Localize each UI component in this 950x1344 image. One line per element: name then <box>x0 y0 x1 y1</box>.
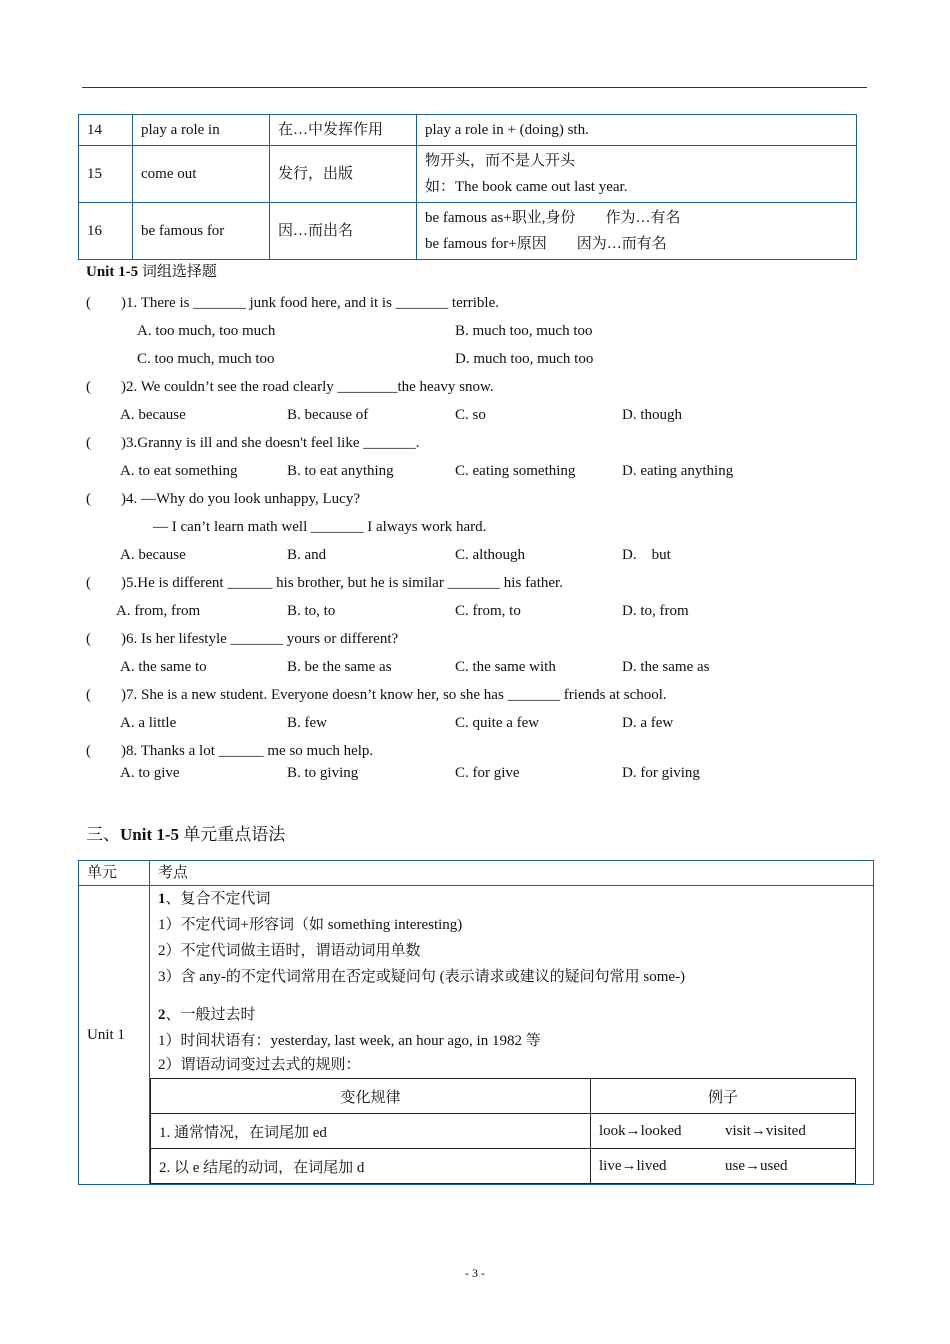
option-d: D. though <box>622 407 682 423</box>
question-stem-line2: — I can’t learn math well _______ I always work hard. <box>153 519 487 535</box>
option-a: A. because <box>120 547 186 563</box>
option-c: C. although <box>455 547 525 563</box>
col-header-rule: 变化规律 <box>151 1079 591 1114</box>
option-d: D. much too, much too <box>455 351 594 367</box>
question-stem: ( )8. Thanks a lot ______ me so much help. <box>86 743 374 759</box>
option-b: B. and <box>287 547 327 563</box>
option-c: C. eating something <box>455 463 576 479</box>
option-d: D. the same as <box>622 659 710 675</box>
table-row <box>79 115 857 146</box>
grammar-section-title: 三、Unit 1-5 单元重点语法 <box>86 825 286 844</box>
page-number: - 3 - <box>465 1266 485 1280</box>
table-header-row <box>151 1079 856 1114</box>
option-c: C. for give <box>455 765 520 781</box>
option-d: D. eating anything <box>622 463 734 479</box>
option-a: A. from, from <box>116 603 201 619</box>
table-row <box>79 146 857 203</box>
list-item: 1）不定代词+形容词（如 something interesting) <box>158 917 463 933</box>
question-stem: ( )7. She is a new student. Everyone doesn’t know her, so she has _______ friends at school. <box>86 687 667 703</box>
option-b: B. to giving <box>287 765 359 781</box>
unit-cell: Unit 1 <box>79 886 150 1185</box>
option-b: B. because of <box>287 407 369 423</box>
row-number: 14 <box>79 115 133 146</box>
question-stem: ( )2. We couldn’t see the road clearly ________the heavy snow. <box>86 379 494 395</box>
grammar-table <box>78 860 874 1185</box>
header-rule <box>82 87 867 88</box>
option-a: A. a little <box>120 715 177 731</box>
rule-cell: 2. 以 e 结尾的动词，在词尾加 d <box>151 1149 591 1184</box>
points-cell <box>150 886 874 1185</box>
meaning-cell: 发行，出版 <box>270 146 417 203</box>
option-a: A. the same to <box>120 659 207 675</box>
quiz-title: Unit 1-5 词组选择题 <box>86 264 217 280</box>
notes-cell: 物开头，而不是人开头 如：The book came out last year. <box>417 146 857 203</box>
section-heading: 2、一般过去时 <box>158 1007 256 1023</box>
option-a: A. to give <box>120 765 180 781</box>
question-stem: ( )1. There is _______ junk food here, and it is _______ terrible. <box>86 295 499 311</box>
rule-cell: 1. 通常情况，在词尾加 ed <box>151 1114 591 1149</box>
phrase-cell: come out <box>133 146 270 203</box>
question-stem: ( )5.He is different ______ his brother, but he is similar _______ his father. <box>86 575 563 591</box>
option-d: D. a few <box>622 715 674 731</box>
option-a: A. to eat something <box>120 463 238 479</box>
col-header-point: 考点 <box>150 861 874 886</box>
notes-cell: play a role in + (doing) sth. <box>417 115 857 146</box>
table-row <box>151 1149 856 1184</box>
past-tense-rules-table <box>150 1078 856 1184</box>
row-number: 15 <box>79 146 133 203</box>
question-stem: ( )4. —Why do you look unhappy, Lucy? <box>86 491 360 507</box>
option-b: B. be the same as <box>287 659 392 675</box>
row-number: 16 <box>79 203 133 260</box>
question-stem: ( )3.Granny is ill and she doesn't feel like _______. <box>86 435 420 451</box>
option-a: A. because <box>120 407 186 423</box>
option-b: B. few <box>287 715 327 731</box>
table-row <box>79 886 874 1185</box>
option-b: B. to eat anything <box>287 463 394 479</box>
option-c: C. quite a few <box>455 715 540 731</box>
phrase-cell: be famous for <box>133 203 270 260</box>
option-b: B. much too, much too <box>455 323 593 339</box>
option-c: C. the same with <box>455 659 556 675</box>
option-c: C. from, to <box>455 603 521 619</box>
example-cell: look→looked visit→visited <box>591 1114 856 1149</box>
col-header-example: 例子 <box>591 1079 856 1114</box>
meaning-cell: 在…中发挥作用 <box>270 115 417 146</box>
list-item: 3）含 any-的不定代词常用在否定或疑问句 (表示请求或建议的疑问句常用 some-) <box>158 969 686 985</box>
option-a: A. too much, too much <box>137 323 276 339</box>
option-d: D. for giving <box>622 765 700 781</box>
notes-cell: be famous as+职业,身份 作为…有名 be famous for+原因 因为…而有名 <box>417 203 857 260</box>
list-item: 2）谓语动词变过去式的规则： <box>158 1057 361 1073</box>
phrase-cell: play a role in <box>133 115 270 146</box>
col-header-unit: 单元 <box>79 861 150 886</box>
example-cell: live→lived use→used <box>591 1149 856 1184</box>
table-row <box>151 1114 856 1149</box>
option-c: C. so <box>455 407 486 423</box>
section-heading: 1、复合不定代词 <box>158 891 271 907</box>
table-header-row <box>79 861 874 886</box>
option-d: D. but <box>622 547 671 563</box>
table-row <box>79 203 857 260</box>
question-stem: ( )6. Is her lifestyle _______ yours or different? <box>86 631 399 647</box>
list-item: 2）不定代词做主语时，谓语动词用单数 <box>158 943 421 959</box>
vocab-table <box>78 114 857 260</box>
option-c: C. too much, much too <box>137 351 275 367</box>
list-item: 1）时间状语有：yesterday, last week, an hour ago, in 1982 等 <box>158 1033 541 1049</box>
option-b: B. to, to <box>287 603 336 619</box>
option-d: D. to, from <box>622 603 689 619</box>
meaning-cell: 因…而出名 <box>270 203 417 260</box>
